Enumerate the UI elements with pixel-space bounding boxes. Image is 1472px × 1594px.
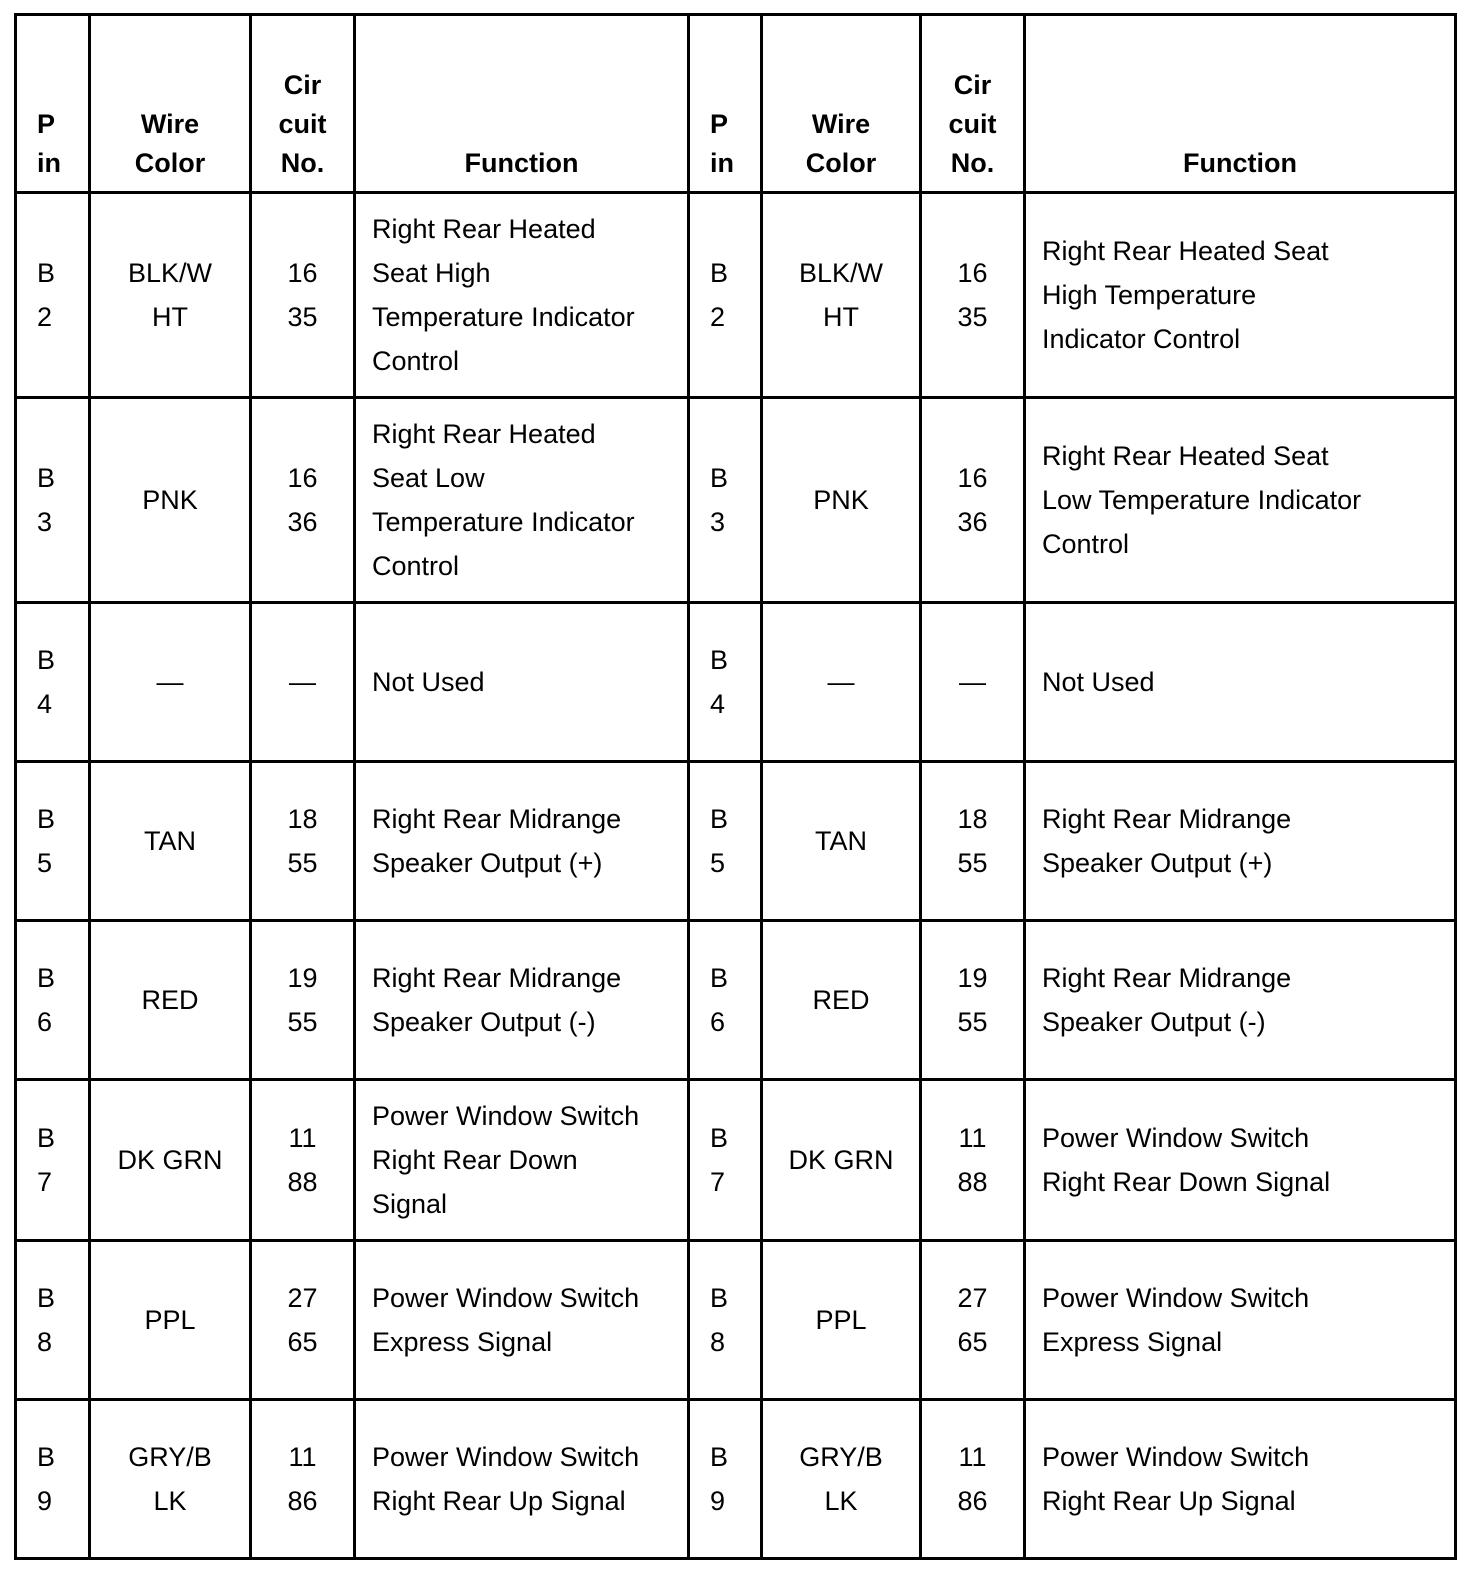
circuit-no-cell: 19 55 <box>251 921 355 1080</box>
wire-color-cell: BLK/W HT <box>762 193 921 398</box>
pin-cell: B 8 <box>16 1241 90 1400</box>
wire-color-cell: PPL <box>762 1241 921 1400</box>
table-row <box>16 603 1456 762</box>
pin-cell: B 7 <box>689 1080 762 1241</box>
wire-color-cell: GRY/B LK <box>90 1400 251 1559</box>
wire-color-cell: RED <box>762 921 921 1080</box>
pin-cell: B 6 <box>689 921 762 1080</box>
header-pin-left: P in <box>16 15 90 193</box>
function-cell: Right Rear Midrange Speaker Output (-) <box>1025 921 1456 1080</box>
pin-cell: B 5 <box>16 762 90 921</box>
function-cell: Power Window Switch Express Signal <box>1025 1241 1456 1400</box>
wire-color-cell: — <box>762 603 921 762</box>
wire-color-cell: DK GRN <box>762 1080 921 1241</box>
wire-color-cell: PPL <box>90 1241 251 1400</box>
table-row <box>16 398 1456 603</box>
wire-color-cell: BLK/W HT <box>90 193 251 398</box>
table-row <box>16 762 1456 921</box>
wire-color-cell: TAN <box>762 762 921 921</box>
function-cell: Power Window Switch Right Rear Down Signal <box>1025 1080 1456 1241</box>
circuit-no-cell: — <box>251 603 355 762</box>
pin-cell: B 7 <box>16 1080 90 1241</box>
circuit-no-cell: 11 88 <box>921 1080 1025 1241</box>
circuit-no-cell: 16 36 <box>251 398 355 603</box>
pin-cell: B 6 <box>16 921 90 1080</box>
function-cell: Right Rear Midrange Speaker Output (-) <box>355 921 689 1080</box>
pin-cell: B 8 <box>689 1241 762 1400</box>
circuit-no-cell: 16 35 <box>921 193 1025 398</box>
wire-color-cell: — <box>90 603 251 762</box>
function-cell: Power Window Switch Right Rear Down Signal <box>355 1080 689 1241</box>
function-cell: Power Window Switch Express Signal <box>355 1241 689 1400</box>
pin-cell: B 3 <box>689 398 762 603</box>
circuit-no-cell: 16 35 <box>251 193 355 398</box>
circuit-no-cell: 18 55 <box>921 762 1025 921</box>
pin-cell: B 4 <box>689 603 762 762</box>
circuit-no-cell: — <box>921 603 1025 762</box>
header-wire-color-left: Wire Color <box>90 15 251 193</box>
circuit-no-cell: 11 88 <box>251 1080 355 1241</box>
table-row <box>16 1400 1456 1559</box>
wire-color-cell: GRY/B LK <box>762 1400 921 1559</box>
wire-color-cell: TAN <box>90 762 251 921</box>
function-cell: Right Rear Heated Seat High Temperature Indicator Control <box>1025 193 1456 398</box>
table-row <box>16 921 1456 1080</box>
function-cell: Right Rear Heated Seat Low Temperature Indicator Control <box>1025 398 1456 603</box>
circuit-no-cell: 27 65 <box>251 1241 355 1400</box>
pin-cell: B 9 <box>16 1400 90 1559</box>
header-circuit-no-left: Cir cuit No. <box>251 15 355 193</box>
function-cell: Right Rear Heated Seat Low Temperature Indicator Control <box>355 398 689 603</box>
circuit-no-cell: 16 36 <box>921 398 1025 603</box>
header-circuit-no-right: Cir cuit No. <box>921 15 1025 193</box>
pin-cell: B 5 <box>689 762 762 921</box>
function-cell: Right Rear Heated Seat High Temperature Indicator Control <box>355 193 689 398</box>
table-row <box>16 193 1456 398</box>
header-pin-right: P in <box>689 15 762 193</box>
function-cell: Right Rear Midrange Speaker Output (+) <box>1025 762 1456 921</box>
pinout-table <box>14 13 1457 1560</box>
circuit-no-cell: 19 55 <box>921 921 1025 1080</box>
function-cell: Not Used <box>1025 603 1456 762</box>
function-cell: Power Window Switch Right Rear Up Signal <box>355 1400 689 1559</box>
circuit-no-cell: 27 65 <box>921 1241 1025 1400</box>
function-cell: Right Rear Midrange Speaker Output (+) <box>355 762 689 921</box>
circuit-no-cell: 11 86 <box>921 1400 1025 1559</box>
header-function-left: Function <box>355 15 689 193</box>
table-row <box>16 1241 1456 1400</box>
header-row <box>16 15 1456 193</box>
wire-color-cell: DK GRN <box>90 1080 251 1241</box>
wire-color-cell: RED <box>90 921 251 1080</box>
function-cell: Not Used <box>355 603 689 762</box>
header-function-right: Function <box>1025 15 1456 193</box>
pin-cell: B 9 <box>689 1400 762 1559</box>
circuit-no-cell: 18 55 <box>251 762 355 921</box>
wire-color-cell: PNK <box>90 398 251 603</box>
pin-cell: B 3 <box>16 398 90 603</box>
table-row <box>16 1080 1456 1241</box>
pin-cell: B 2 <box>16 193 90 398</box>
circuit-no-cell: 11 86 <box>251 1400 355 1559</box>
header-wire-color-right: Wire Color <box>762 15 921 193</box>
function-cell: Power Window Switch Right Rear Up Signal <box>1025 1400 1456 1559</box>
pin-cell: B 2 <box>689 193 762 398</box>
pin-cell: B 4 <box>16 603 90 762</box>
wire-color-cell: PNK <box>762 398 921 603</box>
